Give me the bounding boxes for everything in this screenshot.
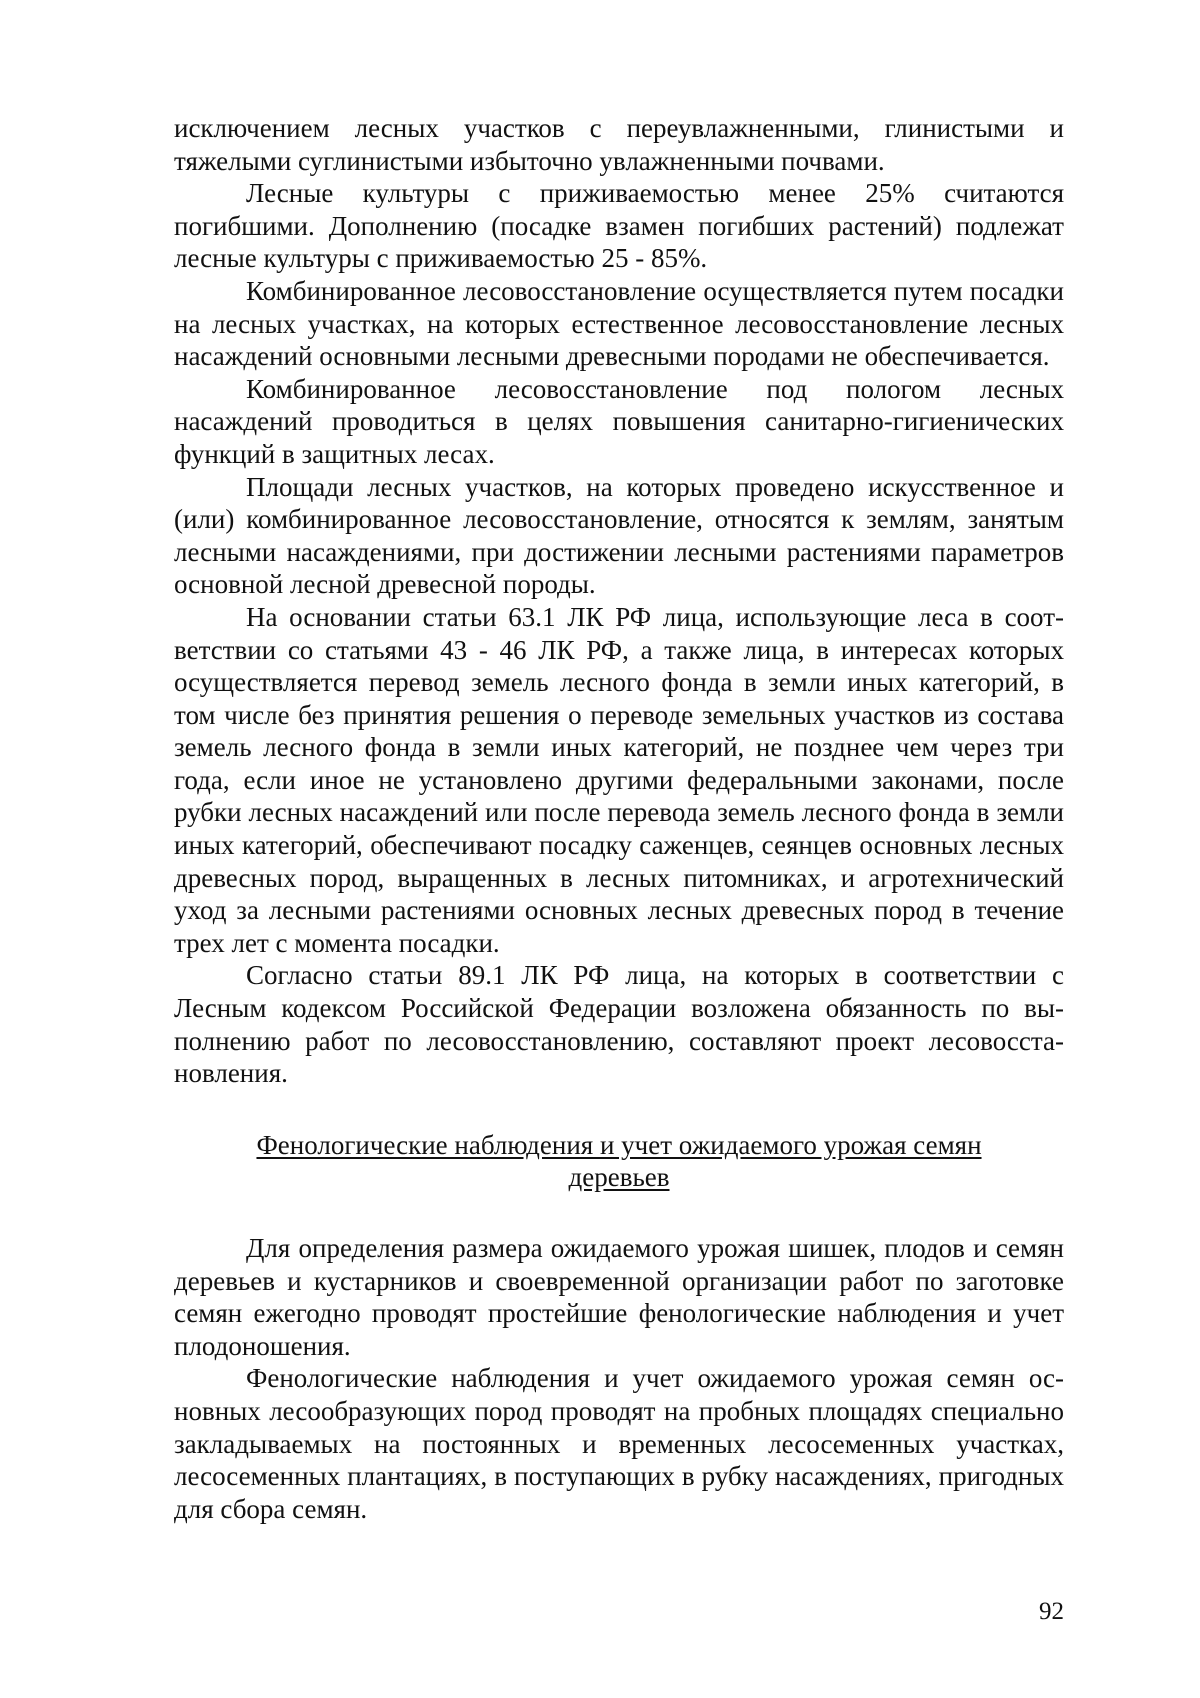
paragraph-article-63-1: На основании статьи 63.1 ЛК РФ лица, использующие леса в соответствии со статьями 43 - 46 ЛК РФ, а также лица, в интересах которых осуществляется перевод земель лесного фонда в земли иных категорий, в том числе без принятия решения о переводе земельных участков из состава земель лесного фонда в земли иных категорий, не позднее чем через три года, если иное не установлено другими федеральными законами, после рубки лесных насаждений или после перевода земель лесного фонда в земли иных категорий, обеспечивают посадку саженцев, сеянцев основных лесных древесных пород, выращенных в лесных питомниках, и агротехнический уход за лесными растениями основных лесных древесных пород в течение трех лет с момента посадки. (174, 601, 1064, 958)
paragraph-article-89-1: Согласно статьи 89.1 ЛК РФ лица, на которых в соответствии с Лесным кодексом Российской Федерации возложена обязанность по выполнению работ по лесовосстановлению, составляют проект лесовосстановления. (174, 960, 1064, 1089)
paragraph-continuation: исключением лесных участков с переувлажненными, глинистыми и тяжелыми суглинистыми избыточно увлажненными почвами. (174, 113, 1064, 176)
paragraph-phenological-observations: Фенологические наблюдения и учет ожидаемого урожая семян основных лесообразующих пород проводят на пробных площадях специально закладываемых на постоянных и временных лесосеменных участках, лесосеменных плантациях, в поступающих в рубку насаждениях, пригодных для сбора семян. (174, 1363, 1064, 1524)
paragraph-forest-cultures-survival: Лесные культуры с приживаемостью менее 25% считаются погибшими. Дополнению (посадке взамен погибших растений) подлежат лесные культуры с приживаемостью 25 - 85%. (174, 178, 1064, 274)
paragraph-yield-determination: Для определения размера ожидаемого урожая шишек, плодов и семян деревьев и кустарников и своевременной организации работ по заготовке семян ежегодно проводят простейшие фенологические наблюдения и учет плодоношения. (174, 1233, 1064, 1361)
page-number: 92 (1039, 1598, 1064, 1625)
section-heading-line-2: деревьев (568, 1162, 670, 1193)
section-heading (174, 1129, 1064, 1194)
document-page (174, 112, 1064, 1525)
spacer (174, 1194, 1064, 1232)
paragraph-forest-areas: Площади лесных участков, на которых проведено искусственное и (или) комбинированное лесовосстановление, относятся к землям, занятым лесными насаждениями, при достижении лесными растениями параметров основной лесной древесной породы. (174, 471, 1064, 600)
paragraph-combined-reforestation: Комбинированное лесовосстановление осуществляется путем посадки на лесных участках, на которых естественное лесовосстановление лесных насаждений основными лесными древесными породами не обеспечивается. (174, 275, 1064, 372)
section-heading-line-1: Фенологические наблюдения и учет ожидаемого урожая семян (256, 1129, 982, 1160)
paragraph-combined-under-canopy: Комбинированное лесовосстановление под пологом лесных насаждений проводиться в целях повышения санитарно-гигиенических функций в защитных лесах. (174, 373, 1064, 469)
